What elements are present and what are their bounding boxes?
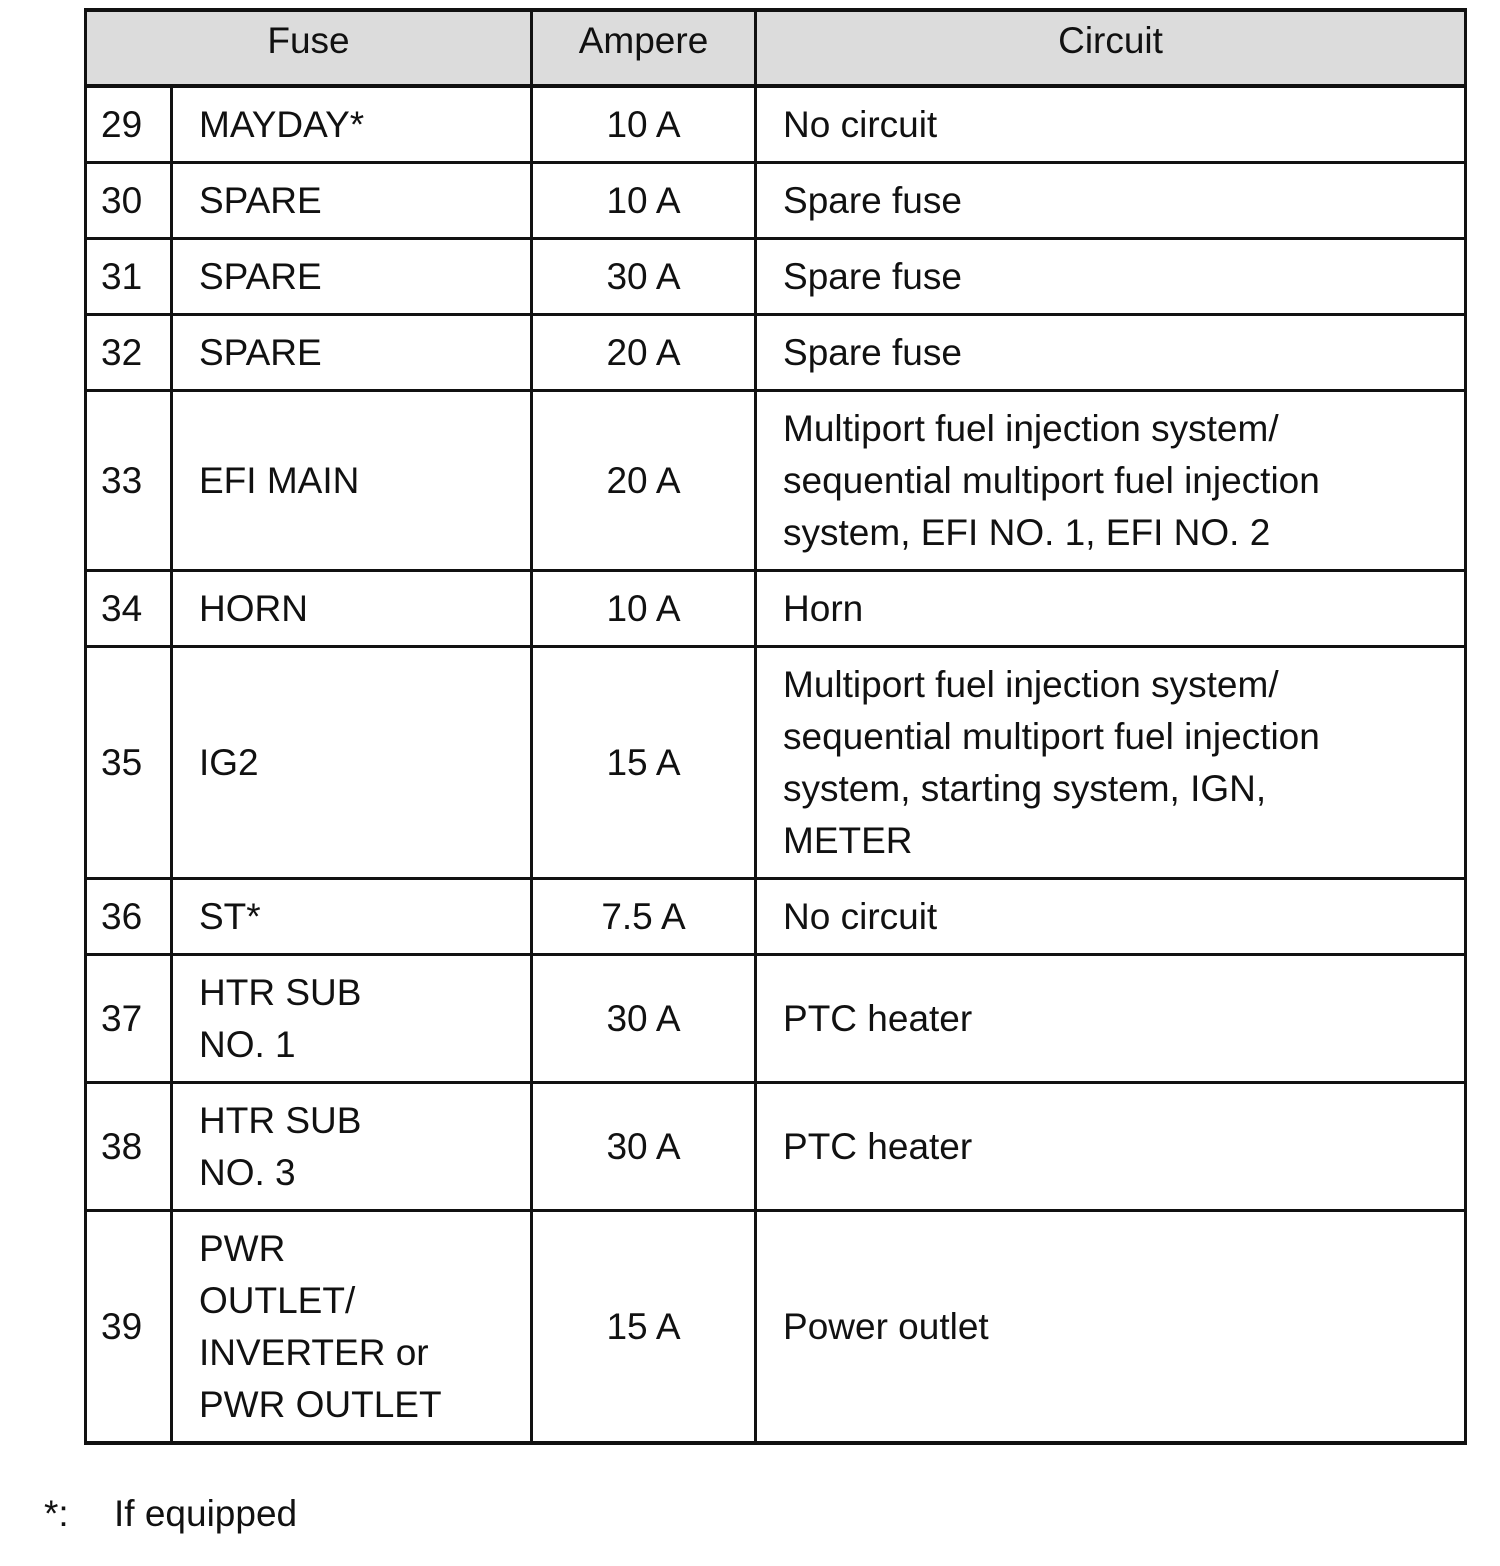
fuse-number: 38 [86, 1083, 172, 1211]
fuse-circuit: Spare fuse [756, 239, 1466, 315]
fuse-number: 35 [86, 647, 172, 879]
fuse-ampere: 15 A [532, 1211, 756, 1444]
table-row [86, 1211, 1466, 1444]
fuse-ampere: 30 A [532, 239, 756, 315]
fuse-name: ST* [172, 879, 532, 955]
fuse-circuit: No circuit [756, 879, 1466, 955]
fuse-number: 39 [86, 1211, 172, 1444]
table-row [86, 955, 1466, 1083]
fuse-circuit: PTC heater [756, 955, 1466, 1083]
fuse-number: 31 [86, 239, 172, 315]
fuse-number: 34 [86, 571, 172, 647]
fuse-name: IG2 [172, 647, 532, 879]
fuse-name: MAYDAY* [172, 86, 532, 163]
fuse-name: PWR OUTLET/ INVERTER or PWR OUTLET [172, 1211, 532, 1444]
fuse-table [84, 8, 1467, 1445]
fuse-circuit: Multiport fuel injection system/ sequential multiport fuel injection system, EFI NO. 1, EFI NO. 2 [756, 391, 1466, 571]
fuse-ampere: 15 A [532, 647, 756, 879]
table-row [86, 315, 1466, 391]
fuse-ampere: 20 A [532, 391, 756, 571]
footnote-text: If equipped [114, 1493, 298, 1534]
table-row [86, 879, 1466, 955]
fuse-ampere: 30 A [532, 1083, 756, 1211]
table-header [86, 10, 1466, 86]
footnote [44, 1488, 297, 1540]
table-body [86, 86, 1466, 1443]
table-row [86, 1083, 1466, 1211]
fuse-ampere: 10 A [532, 163, 756, 239]
fuse-circuit: Spare fuse [756, 315, 1466, 391]
fuse-circuit: Multiport fuel injection system/ sequential multiport fuel injection system, starting system, IGN, METER [756, 647, 1466, 879]
fuse-ampere: 7.5 A [532, 879, 756, 955]
fuse-number: 32 [86, 315, 172, 391]
header-row [86, 10, 1466, 86]
fuse-circuit: Horn [756, 571, 1466, 647]
table-row [86, 571, 1466, 647]
fuse-circuit: Spare fuse [756, 163, 1466, 239]
fuse-circuit: PTC heater [756, 1083, 1466, 1211]
fuse-circuit: Power outlet [756, 1211, 1466, 1444]
fuse-name: SPARE [172, 315, 532, 391]
fuse-ampere: 10 A [532, 86, 756, 163]
footnote-mark: *: [44, 1493, 69, 1534]
header-fuse: Fuse [86, 10, 532, 86]
fuse-ampere: 20 A [532, 315, 756, 391]
fuse-name: SPARE [172, 239, 532, 315]
fuse-name: EFI MAIN [172, 391, 532, 571]
table-row [86, 647, 1466, 879]
fuse-number: 30 [86, 163, 172, 239]
fuse-ampere: 10 A [532, 571, 756, 647]
fuse-name: SPARE [172, 163, 532, 239]
fuse-number: 36 [86, 879, 172, 955]
table-row [86, 239, 1466, 315]
fuse-circuit: No circuit [756, 86, 1466, 163]
table-row [86, 86, 1466, 163]
fuse-number: 29 [86, 86, 172, 163]
table-row [86, 163, 1466, 239]
fuse-ampere: 30 A [532, 955, 756, 1083]
fuse-number: 33 [86, 391, 172, 571]
table-row [86, 391, 1466, 571]
header-circuit: Circuit [756, 10, 1466, 86]
fuse-name: HTR SUB NO. 1 [172, 955, 532, 1083]
fuse-name: HORN [172, 571, 532, 647]
fuse-number: 37 [86, 955, 172, 1083]
fuse-name: HTR SUB NO. 3 [172, 1083, 532, 1211]
header-ampere: Ampere [532, 10, 756, 86]
